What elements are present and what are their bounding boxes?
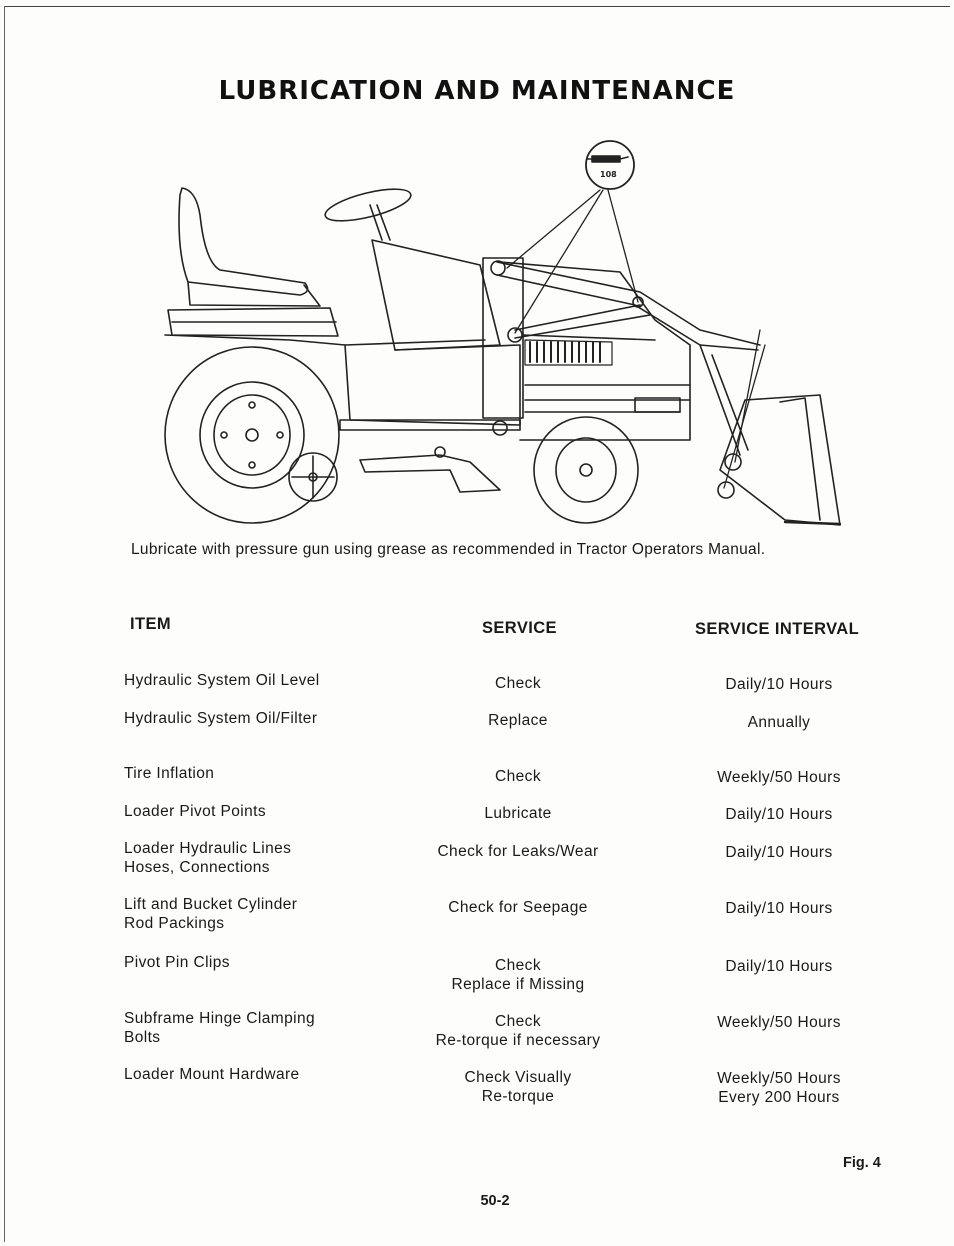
table-cell-interval: Daily/10 Hours [725,958,833,975]
figure-label: Fig. 4 [843,1155,881,1171]
column-header-interval: SERVICE INTERVAL [695,620,860,638]
table-cell-item: Lift and Bucket Cylinder Rod Packings [124,896,298,932]
table-cell-service: Check for Leaks/Wear [437,843,599,860]
table-cell-interval: Weekly/50 Hours [717,1014,841,1031]
mower-linkage-drawing [340,420,520,492]
table-cell-service: Replace [488,712,548,729]
table-cell-interval: Daily/10 Hours [725,676,833,693]
table-cell-service: Check [495,675,541,692]
page-border-left [4,6,5,1242]
grease-gun-label: 108 [600,170,617,179]
steering-wheel-drawing [322,183,500,350]
table-cell-interval: Weekly/50 Hours Every 200 Hours [717,1070,841,1106]
table-cell-item: Loader Pivot Points [124,803,267,820]
bucket-drawing [700,345,840,525]
page-title: LUBRICATION AND MAINTENANCE [218,76,736,106]
page-number: 50-2 [480,1193,510,1209]
tractor-loader-illustration [155,135,855,535]
table-cell-service: Check [495,768,541,785]
table-cell-item: Pivot Pin Clips [124,954,230,971]
column-header-item: ITEM [130,615,172,633]
table-cell-service: Check Re-torque if necessary [435,1013,601,1049]
table-cell-service: Lubricate [484,805,552,822]
seat-drawing [168,188,338,336]
table-cell-item: Hydraulic System Oil/Filter [124,710,318,727]
table-cell-item: Hydraulic System Oil Level [124,672,320,689]
table-cell-interval: Daily/10 Hours [725,806,833,823]
page-border-top [4,6,950,7]
table-cell-service: Check Replace if Missing [451,957,585,993]
lubrication-instruction: Lubricate with pressure gun using grease as recommended in Tractor Operators Manual. [131,541,766,558]
grease-gun-icon [586,141,634,189]
table-cell-service: Check Visually Re-torque [464,1069,572,1105]
table-cell-item: Tire Inflation [124,765,215,782]
table-cell-item: Subframe Hinge Clamping Bolts [124,1010,315,1046]
table-cell-interval: Daily/10 Hours [725,844,833,861]
table-cell-service: Check for Seepage [448,899,588,916]
table-cell-interval: Daily/10 Hours [725,900,833,917]
table-cell-interval: Annually [747,714,811,731]
table-cell-interval: Weekly/50 Hours [717,769,841,786]
gauge-wheel-drawing [289,453,337,501]
table-cell-item: Loader Hydraulic Lines Hoses, Connections [124,840,292,876]
front-wheel-drawing [534,417,638,523]
column-header-service: SERVICE [482,619,557,637]
table-cell-item: Loader Mount Hardware [124,1066,300,1083]
